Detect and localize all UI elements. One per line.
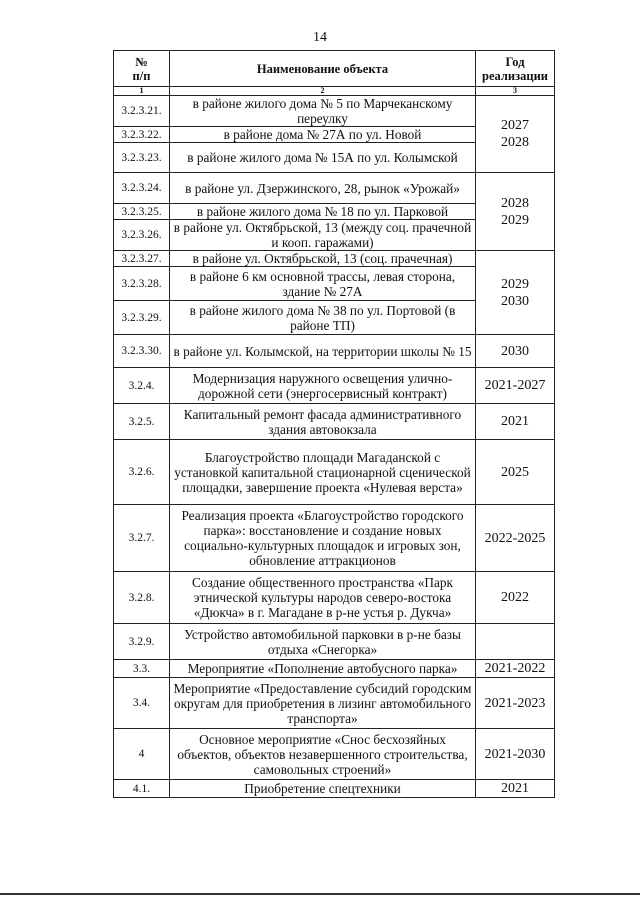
table-row [114, 572, 555, 624]
row-name: в районе ул. Колымской, на территории школы № 15 [170, 335, 476, 368]
row-name: в районе жилого дома № 18 по ул. Парковой [170, 204, 476, 220]
table-row [114, 729, 555, 780]
row-name: в районе жилого дома № 38 по ул. Портовой (в районе ТП) [170, 301, 476, 335]
row-number: 3.2.3.29. [114, 301, 170, 335]
row-name: Устройство автомобильной парковки в р-не базы отдыха «Снегорка» [170, 624, 476, 660]
row-name: в районе ул. Октябрьской, 13 (между соц. прачечной и кооп. гаражами) [170, 220, 476, 251]
row-year: 2021-2030 [476, 729, 555, 780]
row-number: 3.2.8. [114, 572, 170, 624]
row-year: 2021 [476, 404, 555, 440]
row-year [476, 624, 555, 660]
row-year-merged: 2028 2029 [476, 173, 555, 251]
row-name: Приобретение спецтехники [170, 780, 476, 798]
header-name: Наименование объекта [170, 51, 476, 87]
page-number: 14 [313, 30, 327, 45]
column-index: 3 [476, 87, 555, 96]
row-number: 3.2.3.24. [114, 173, 170, 204]
row-name: Благоустройство площади Магаданской с установкой капитальной стационарной сценической площадки, завершение проекта «Нулевая верста» [170, 440, 476, 505]
row-name: в районе 6 км основной трассы, левая сторона, здание № 27А [170, 267, 476, 301]
table-row [114, 440, 555, 505]
row-number: 3.2.7. [114, 505, 170, 572]
table-row [114, 678, 555, 729]
row-name: в районе ул. Дзержинского, 28, рынок «Урожай» [170, 173, 476, 204]
objects-table [113, 50, 555, 798]
row-number: 3.2.6. [114, 440, 170, 505]
row-number: 3.2.5. [114, 404, 170, 440]
table-row [114, 96, 555, 127]
column-index: 2 [170, 87, 476, 96]
table-row [114, 780, 555, 798]
row-year: 2021-2023 [476, 678, 555, 729]
bottom-rule [0, 893, 640, 895]
header-num: № п/п [114, 51, 170, 87]
row-name: Мероприятие «Пополнение автобусного парка» [170, 660, 476, 678]
row-name: Создание общественного пространства «Парк этнической культуры народов северо-востока «Дюкча» в г. Магадане в р-не устья р. Дукча» [170, 572, 476, 624]
row-name: в районе ул. Октябрьской, 13 (соц. прачечная) [170, 251, 476, 267]
row-year: 2021-2027 [476, 368, 555, 404]
row-name: Основное мероприятие «Снос бесхозяйных объектов, объектов незавершенного строительства, самовольных строений» [170, 729, 476, 780]
row-name: Капитальный ремонт фасада административного здания автовокзала [170, 404, 476, 440]
table-row [114, 251, 555, 267]
table-row [114, 624, 555, 660]
row-number: 3.2.3.25. [114, 204, 170, 220]
row-name: Мероприятие «Предоставление субсидий городским округам для приобретения в лизинг автомобильного транспорта» [170, 678, 476, 729]
row-number: 3.4. [114, 678, 170, 729]
table-row [114, 335, 555, 368]
row-year: 2022-2025 [476, 505, 555, 572]
table-row [114, 660, 555, 678]
row-year: 2030 [476, 335, 555, 368]
row-number: 3.2.3.27. [114, 251, 170, 267]
row-name: Модернизация наружного освещения улично-дорожной сети (энергосервисный контракт) [170, 368, 476, 404]
row-name: в районе дома № 27А по ул. Новой [170, 127, 476, 143]
row-number: 3.2.3.23. [114, 143, 170, 173]
table-row [114, 404, 555, 440]
row-year-merged: 2027 2028 [476, 96, 555, 173]
row-year: 2021-2022 [476, 660, 555, 678]
row-number: 4.1. [114, 780, 170, 798]
column-index-row [114, 87, 555, 96]
header-row [114, 51, 555, 87]
row-year: 2025 [476, 440, 555, 505]
row-number: 3.2.3.30. [114, 335, 170, 368]
table-row [114, 173, 555, 204]
column-index: 1 [114, 87, 170, 96]
row-number: 3.2.3.26. [114, 220, 170, 251]
header-year: Год реализации [476, 51, 555, 87]
row-number: 4 [114, 729, 170, 780]
row-year-merged: 2029 2030 [476, 251, 555, 335]
row-number: 3.3. [114, 660, 170, 678]
table-row [114, 368, 555, 404]
row-number: 3.2.3.21. [114, 96, 170, 127]
row-number: 3.2.3.22. [114, 127, 170, 143]
row-number: 3.2.3.28. [114, 267, 170, 301]
row-year: 2021 [476, 780, 555, 798]
row-year: 2022 [476, 572, 555, 624]
row-name: в районе жилого дома № 5 по Марчеканскому переулку [170, 96, 476, 127]
row-name: Реализация проекта «Благоустройство городского парка»: восстановление и создание новых социально-культурных площадок и игровых зон, обновление аттракционов [170, 505, 476, 572]
table-row [114, 505, 555, 572]
row-name: в районе жилого дома № 15А по ул. Колымской [170, 143, 476, 173]
row-number: 3.2.4. [114, 368, 170, 404]
row-number: 3.2.9. [114, 624, 170, 660]
